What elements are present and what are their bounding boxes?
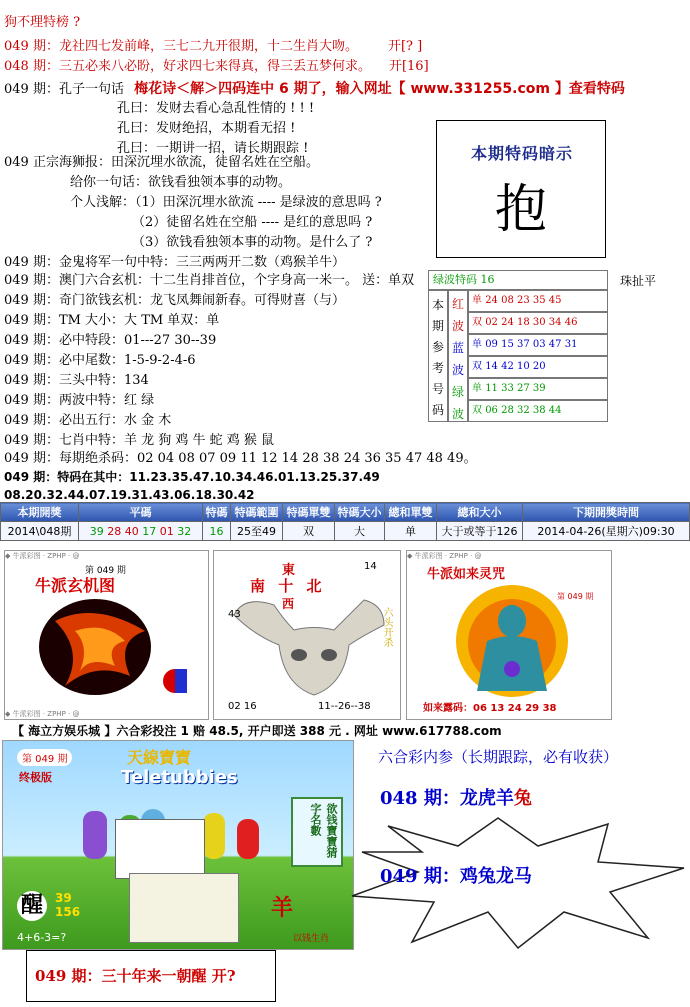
buddha-icon [417, 581, 607, 701]
range-cell: 25至49 [231, 522, 283, 541]
tip-line: 049 期：特码在其中：11.23.35.47.10.34.46.01.13.25.37.49 [4, 470, 380, 484]
result-label: 开[? ] [387, 39, 423, 54]
prophecy-text: 三五必来八必盼，好求四七来得真，得三丢五梦何求。 [58, 59, 371, 74]
wave-color-col: 红 波 蓝 波 绿 波 [448, 290, 468, 422]
sum-size-cell: 大于或等于126 [437, 522, 523, 541]
tip-line: 049 期：TM 大小：大 TM 单双：单 [4, 313, 220, 328]
site-link-banner[interactable]: 梅花诗＜解＞四码连中 6 期了，输入网址【 www.331255.com 】查看特码 [134, 81, 625, 97]
period-prefix: 049 期： [4, 39, 59, 54]
mystery-char: 抱 [494, 180, 547, 240]
line-048-prophecy [4, 58, 429, 76]
mystery-box-header: 本期特码暗示 [451, 141, 593, 165]
teletubbies-title: 天線寶寶 [127, 748, 192, 767]
confucius-label: 孔子一句话 [58, 82, 124, 97]
tip-line: 049 期：金鬼将军一句中特：三三两两开二数（鸡猴羊牛） [4, 255, 345, 270]
wave-row: 双 06 28 32 38 44 [468, 400, 608, 422]
size-cell: 大 [335, 522, 385, 541]
tip-line: 049 期：澳门六合玄机：十二生肖排首位，个字身高一米一。 送：单双 [4, 273, 415, 288]
prophecy-text: 龙社四七发前峰，三七二九开很期，十二生肖大吻。 [58, 39, 358, 54]
results-bar [0, 502, 690, 541]
period-prefix: 049 期： [4, 82, 59, 97]
neican-049: 049 期：鸡兔龙马 [380, 866, 532, 887]
tele-side-panel: 欲钱寶寶猜字名數 [291, 797, 343, 867]
period-prefix: 048 期： [4, 59, 59, 74]
bottom-box: 049 期：三十年来一朝醒 开? [26, 950, 276, 1002]
confucius-saying: 孔曰：发财绝招，本期看无招 ! [117, 121, 296, 136]
gift-line: 给你一句话：欲钱看独领本事的动物。 [70, 175, 292, 190]
tip-line: 049 期：三头中特：134 [4, 373, 149, 388]
wave-rows [468, 290, 608, 422]
wave-table-note: 珠扯平 [620, 274, 657, 288]
neican-048: 048 期：龙虎羊兔 [380, 788, 532, 809]
tele-list [129, 873, 239, 943]
card-buddha[interactable]: ◆ 牛派彩图 · ZPHP · @ 牛派如来灵咒 第 049 期 如来露码：06 13 24 29 38 [406, 550, 612, 720]
analysis-title: 个人浅解： [70, 195, 136, 210]
neican-title: 六合彩内参（长期跟踪，必有收获） [378, 748, 619, 766]
card-xuanji[interactable]: ◆ 牛派彩图 · ZPHP · @ 第 049 期 牛派玄机图 ◆ 牛派彩图 · ZPHP · @ [4, 550, 209, 720]
flame-icon [35, 591, 205, 711]
tip-line: 049 期：奇门欲钱玄机：龙飞凤舞闹新春。可得财喜（与） [4, 293, 345, 308]
period-cell: 2014\048期 [1, 522, 79, 541]
line-049-prophecy [4, 38, 422, 56]
wave-row: 双 02 24 18 30 34 46 [468, 312, 608, 334]
confucius-saying: 孔曰：发财去看心急乱性情的 ! ! ! [117, 101, 315, 116]
page-title: 狗不理特榜 ? [4, 15, 81, 30]
wave-table-header: 绿波特码 16 [428, 270, 608, 290]
tele-blank-screen [115, 819, 205, 879]
results-bar-header: 本期開獎 平碼 特碼 特碼範圍 特碼單雙 特碼大小 總和單雙 總和大小 下期開獎時間 [1, 503, 690, 522]
wave-row: 双 14 42 10 20 [468, 356, 608, 378]
card-title: 牛派如来灵咒 [427, 567, 506, 582]
analysis-item: （3）欲钱看独领本事的动物。是什么了 ? [132, 235, 373, 250]
tip-line: 049 期：每期绝杀码：02 04 08 07 09 11 12 14 28 38 24 36 35 47 48 49。 [4, 451, 477, 466]
tip-line: 049 期：必出五行：水 金 木 [4, 413, 172, 428]
wave-row: 单 24 08 23 35 45 [468, 290, 608, 312]
ad-banner[interactable]: 【 海立方娱乐城 】六合彩投注 1 赔 48.5, 开户即送 388 元 . 网址 www.617788.com [12, 724, 502, 738]
sum-odd-even-cell: 单 [385, 522, 437, 541]
neican-hit: 兔 [513, 788, 532, 809]
confucius-line [4, 80, 625, 99]
odd-even-cell: 双 [283, 522, 335, 541]
tip-line: 049 期：必中尾数：1-5-9-2-4-6 [4, 353, 196, 368]
card-bull-skull[interactable]: 東 14 南 十 北 西 43 六头开杀 02 16 11--26--38 [213, 550, 401, 720]
confucius-saying: 孔曰：一期讲一招，请长期跟踪 ! [117, 141, 309, 156]
result-label: 开[16] [388, 59, 429, 74]
tip-line: 049 期：两波中特：红 绿 [4, 393, 155, 408]
tip-line: 08.20.32.44.07.19.31.43.06.18.30.42 [4, 488, 255, 502]
mystery-box [436, 120, 606, 258]
wave-row: 单 11 33 27 39 [468, 378, 608, 400]
special-cell: 16 [203, 522, 231, 541]
analysis-item: （1）田深沉埋水欲流 ---- 是绿波的意思吗 ? [135, 195, 382, 210]
wave-row: 单 09 15 37 03 47 31 [468, 334, 608, 356]
tip-line: 049 期：七肖中特：羊 龙 狗 鸡 牛 蛇 鸡 猴 鼠 [4, 433, 275, 448]
card-teletubbies[interactable]: 第 049 期 终极版 天線寶寶 Teletubbies 欲钱寶寶猜字名數 醒 39 156 4+6-3=? 羊 以钱生肖 [2, 740, 354, 950]
card-title: 牛派玄机图 [35, 576, 116, 595]
wave-side-label: 本 期 参 考 号 码 [428, 290, 448, 422]
next-time-cell: 2014-04-26(星期六)09:30 [523, 522, 690, 541]
tip-line: 049 期：必中特段：01---27 30--39 [4, 333, 217, 348]
analysis-item: （2）徒留名姓在空船 ---- 是红的意思吗 ? [132, 215, 373, 230]
zhengzong-line: 049 正宗海狮报：田深沉埋水欲流，徒留名姓在空船。 [4, 155, 319, 170]
normals-cell: 39 28 40 17 01 32 [79, 522, 203, 541]
results-bar-values [1, 522, 690, 541]
analysis-line [70, 194, 382, 212]
wave-table [428, 290, 608, 422]
